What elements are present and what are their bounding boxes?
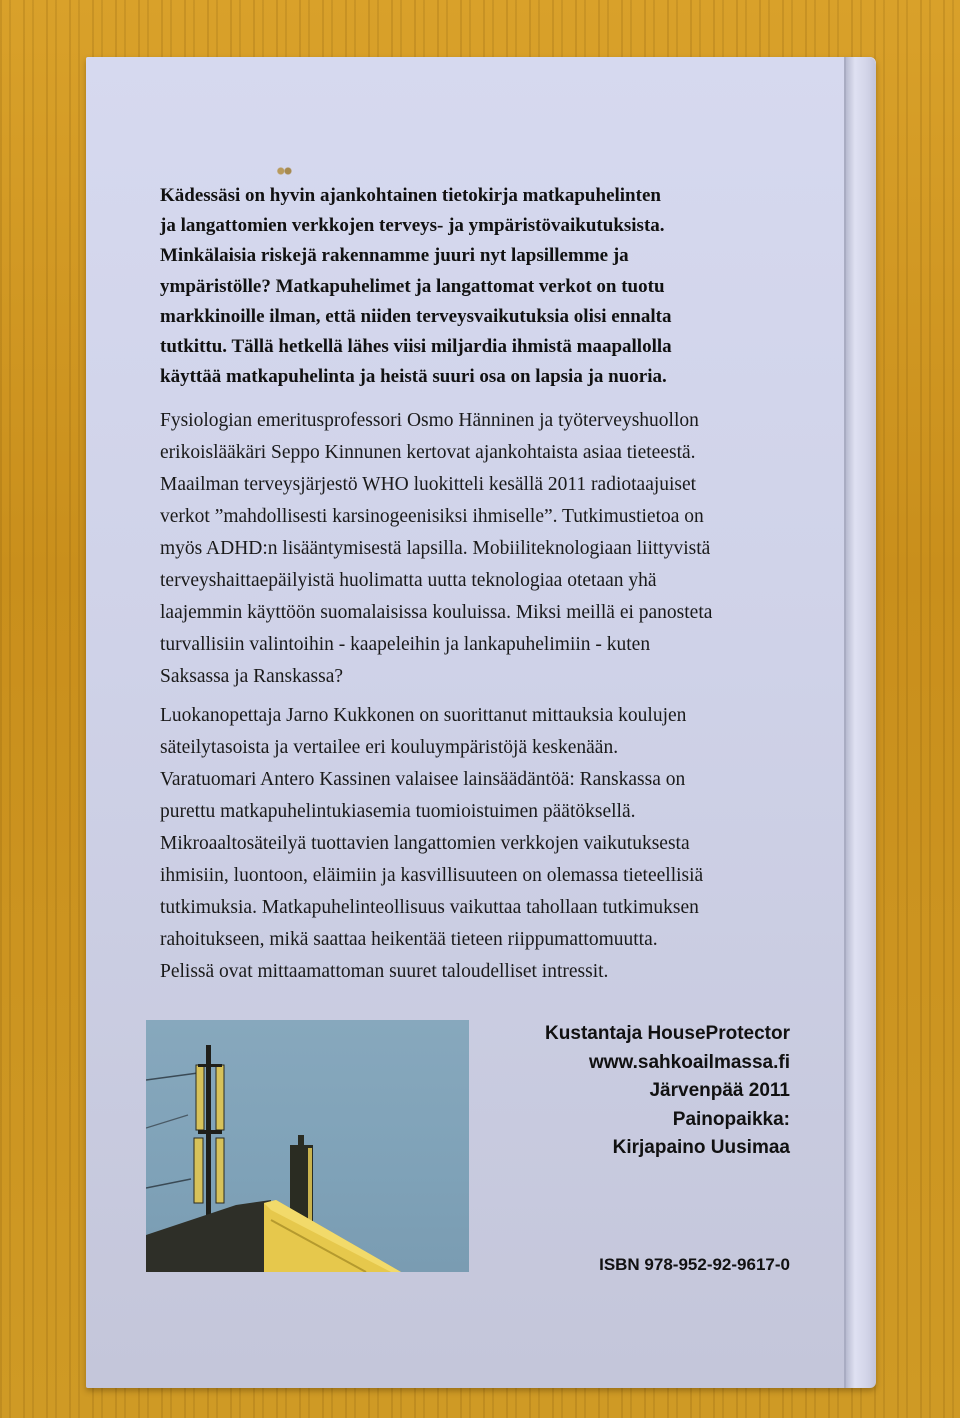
publisher-name: Kustantaja HouseProtector	[545, 1023, 790, 1044]
text-line: purettu matkapuhelintukiasemia tuomioistuimen päätöksellä.	[160, 801, 636, 822]
text-line: Luokanopettaja Jarno Kukkonen on suorittanut mittauksia koulujen	[160, 705, 687, 726]
publisher-info	[545, 1020, 790, 1163]
print-location-label: Painopaikka:	[672, 1108, 790, 1130]
text-line: erikoislääkäri Seppo Kinnunen kertovat ajankohtaista asiaa tieteestä.	[160, 442, 696, 463]
printer-name: Kirjapaino Uusimaa	[612, 1137, 790, 1158]
body-paragraph-1	[160, 405, 840, 693]
text-line: Maailman terveysjärjestö WHO luokitteli kesällä 2011 radiotaajuiset	[160, 474, 697, 495]
text-line: ja langattomien verkkojen terveys- ja ympäristövaikutuksista.	[160, 215, 665, 237]
text-line: Varatuomari Antero Kassinen valaisee lainsäädäntöä: Ranskassa on	[160, 769, 686, 790]
publisher-website: www.sahkoailmassa.fi	[589, 1051, 790, 1073]
text-line: tutkimuksia. Matkapuhelinteollisuus vaikuttaa tahollaan tutkimuksen	[160, 897, 699, 918]
text-line: rahoitukseen, mikä saattaa heikentää tieteen riippumattomuutta.	[160, 929, 658, 950]
antenna-illustration	[146, 1020, 469, 1272]
text-line: laajemmin käyttöön suomalaisissa kouluissa. Miksi meillä ei panosteta	[160, 602, 713, 623]
intro-paragraph	[160, 181, 840, 392]
text-line: Minkälaisia riskejä rakennamme juuri nyt lapsillemme ja	[160, 245, 629, 267]
text-line: Pelissä ovat mittaamattoman suuret taloudelliset intressit.	[160, 961, 609, 982]
text-line: ihmisiin, luontoon, eläimiin ja kasvillisuuteen on olemassa tieteellisiä	[160, 865, 704, 886]
text-line: Kädessäsi on hyvin ajankohtainen tietokirja matkapuhelinten	[160, 185, 661, 206]
body-paragraph-2	[160, 700, 840, 988]
book-spine	[844, 57, 876, 1388]
text-line: ympäristölle? Matkapuhelimet ja langattomat verkot on tuotu	[160, 275, 665, 297]
text-line: käyttää matkapuhelinta ja heistä suuri osa on lapsia ja nuoria.	[160, 366, 667, 388]
text-line: verkot ”mahdollisesti karsinogeenisiksi ihmiselle”. Tutkimustietoa on	[160, 506, 704, 527]
isbn-number: ISBN 978-952-92-9617-0	[599, 1255, 790, 1274]
text-line: Saksassa ja Ranskassa?	[160, 666, 344, 687]
publication-place-year: Järvenpää 2011	[649, 1080, 790, 1101]
text-line: säteilytasoista ja vertailee eri kouluympäristöjä keskenään.	[160, 737, 619, 758]
dirt-speck	[276, 167, 292, 175]
text-line: Mikroaaltosäteilyä tuottavien langattomien verkkojen vaikutuksesta	[160, 833, 690, 854]
cell-tower-photo	[146, 1020, 469, 1272]
text-line: Fysiologian emeritusprofessori Osmo Hänninen ja työterveyshuollon	[160, 410, 699, 431]
text-line: markkinoille ilman, että niiden terveysvaikutuksia olisi ennalta	[160, 305, 672, 327]
text-line: turvallisiin valintoihin - kaapeleihin ja lankapuhelimiin - kuten	[160, 634, 651, 655]
book-back-cover	[86, 57, 876, 1388]
text-line: terveyshaittaepäilyistä huolimatta uutta teknologiaa otetaan yhä	[160, 570, 657, 591]
text-line: tutkittu. Tällä hetkellä lähes viisi miljardia ihmistä maapallolla	[160, 336, 672, 358]
text-line: myös ADHD:n lisääntymisestä lapsilla. Mobiiliteknologiaan liittyvistä	[160, 538, 711, 559]
